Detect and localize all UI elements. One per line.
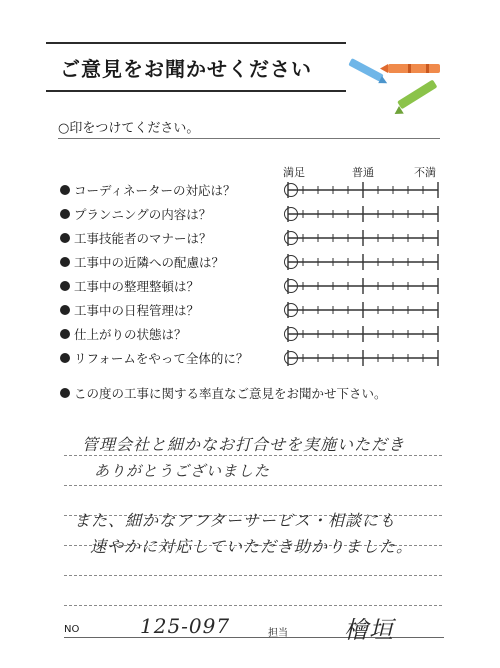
rating-scale[interactable] <box>286 228 440 250</box>
question-label: 仕上がりの状態は？ <box>74 327 187 342</box>
bullet-icon <box>60 353 70 363</box>
instruction-underline <box>58 138 440 139</box>
question-label: 工事中の近隣への配慮は？ <box>74 255 225 270</box>
bullet-icon <box>60 305 70 315</box>
scale-label-dissatisfied: 不満 <box>414 166 436 179</box>
bullet-icon <box>60 233 70 243</box>
rating-circle-mark <box>284 351 298 365</box>
bullet-icon <box>60 209 70 219</box>
question-label: 工事中の日程管理は？ <box>74 303 200 318</box>
page-title: ご意見をお聞かせください <box>60 57 312 81</box>
question-row <box>60 276 450 298</box>
question-row <box>60 204 450 226</box>
question-label: コーディネーターの対応は？ <box>74 183 236 198</box>
bullet-icon <box>60 185 70 195</box>
question-label: プランニングの内容は？ <box>74 207 212 222</box>
question-row <box>60 300 450 322</box>
bullet-icon <box>60 388 70 398</box>
question-row <box>60 324 450 346</box>
crayon-green-icon <box>392 79 437 117</box>
rating-circle-mark <box>284 327 298 341</box>
rating-scale[interactable] <box>286 180 440 202</box>
comment-line <box>64 605 442 606</box>
question-row <box>60 252 450 274</box>
question-label: リフォームをやって全体的に？ <box>74 351 249 366</box>
rating-scale[interactable] <box>286 276 440 298</box>
crayon-blue-icon <box>348 58 389 87</box>
comment-line-4: 速やかに対応していただき助かりました。 <box>90 537 414 556</box>
comment-line <box>64 575 442 576</box>
rating-scale[interactable] <box>286 348 440 370</box>
id-label: NO <box>64 624 80 635</box>
question-label: 工事技能者のマナーは？ <box>74 231 212 246</box>
question-row <box>60 180 450 202</box>
question-row <box>60 348 450 370</box>
comment-line <box>64 455 442 456</box>
title-box <box>46 42 346 92</box>
bullet-icon <box>60 281 70 291</box>
crayon-orange-icon <box>380 64 440 73</box>
comment-line-1: 管理会社と細かなお打合せを実施いただき <box>82 435 406 454</box>
staff-value: 檜垣 <box>344 616 394 644</box>
bullet-icon <box>60 329 70 339</box>
rating-circle-mark <box>284 279 298 293</box>
id-value: 125-097 <box>140 614 231 638</box>
rating-scale[interactable] <box>286 300 440 322</box>
question-row <box>60 228 450 250</box>
rating-scale[interactable] <box>286 252 440 274</box>
staff-label: 担当 <box>268 628 288 639</box>
instruction-text: ○印をつけてください。 <box>58 121 200 136</box>
comment-line-3: また、細かなアフターサービス・相談にも <box>74 511 396 530</box>
crayons-icon <box>338 46 458 126</box>
free-comment-prompt: この度の工事に関する率直なご意見をお聞かせ下さい。 <box>74 386 387 401</box>
question-label: 工事中の整理整頓は？ <box>74 279 200 294</box>
scale-label-normal: 普通 <box>352 166 374 179</box>
bullet-icon <box>60 257 70 267</box>
rating-circle-mark <box>284 255 298 269</box>
rating-circle-mark <box>284 303 298 317</box>
rating-scale[interactable] <box>286 204 440 226</box>
scale-label-satisfied: 満足 <box>283 166 305 179</box>
comment-line <box>64 485 442 486</box>
rating-circle-mark <box>284 183 298 197</box>
rating-circle-mark <box>284 231 298 245</box>
comment-line-2: ありがとうございました <box>94 462 271 480</box>
rating-circle-mark <box>284 207 298 221</box>
rating-scale[interactable] <box>286 324 440 346</box>
